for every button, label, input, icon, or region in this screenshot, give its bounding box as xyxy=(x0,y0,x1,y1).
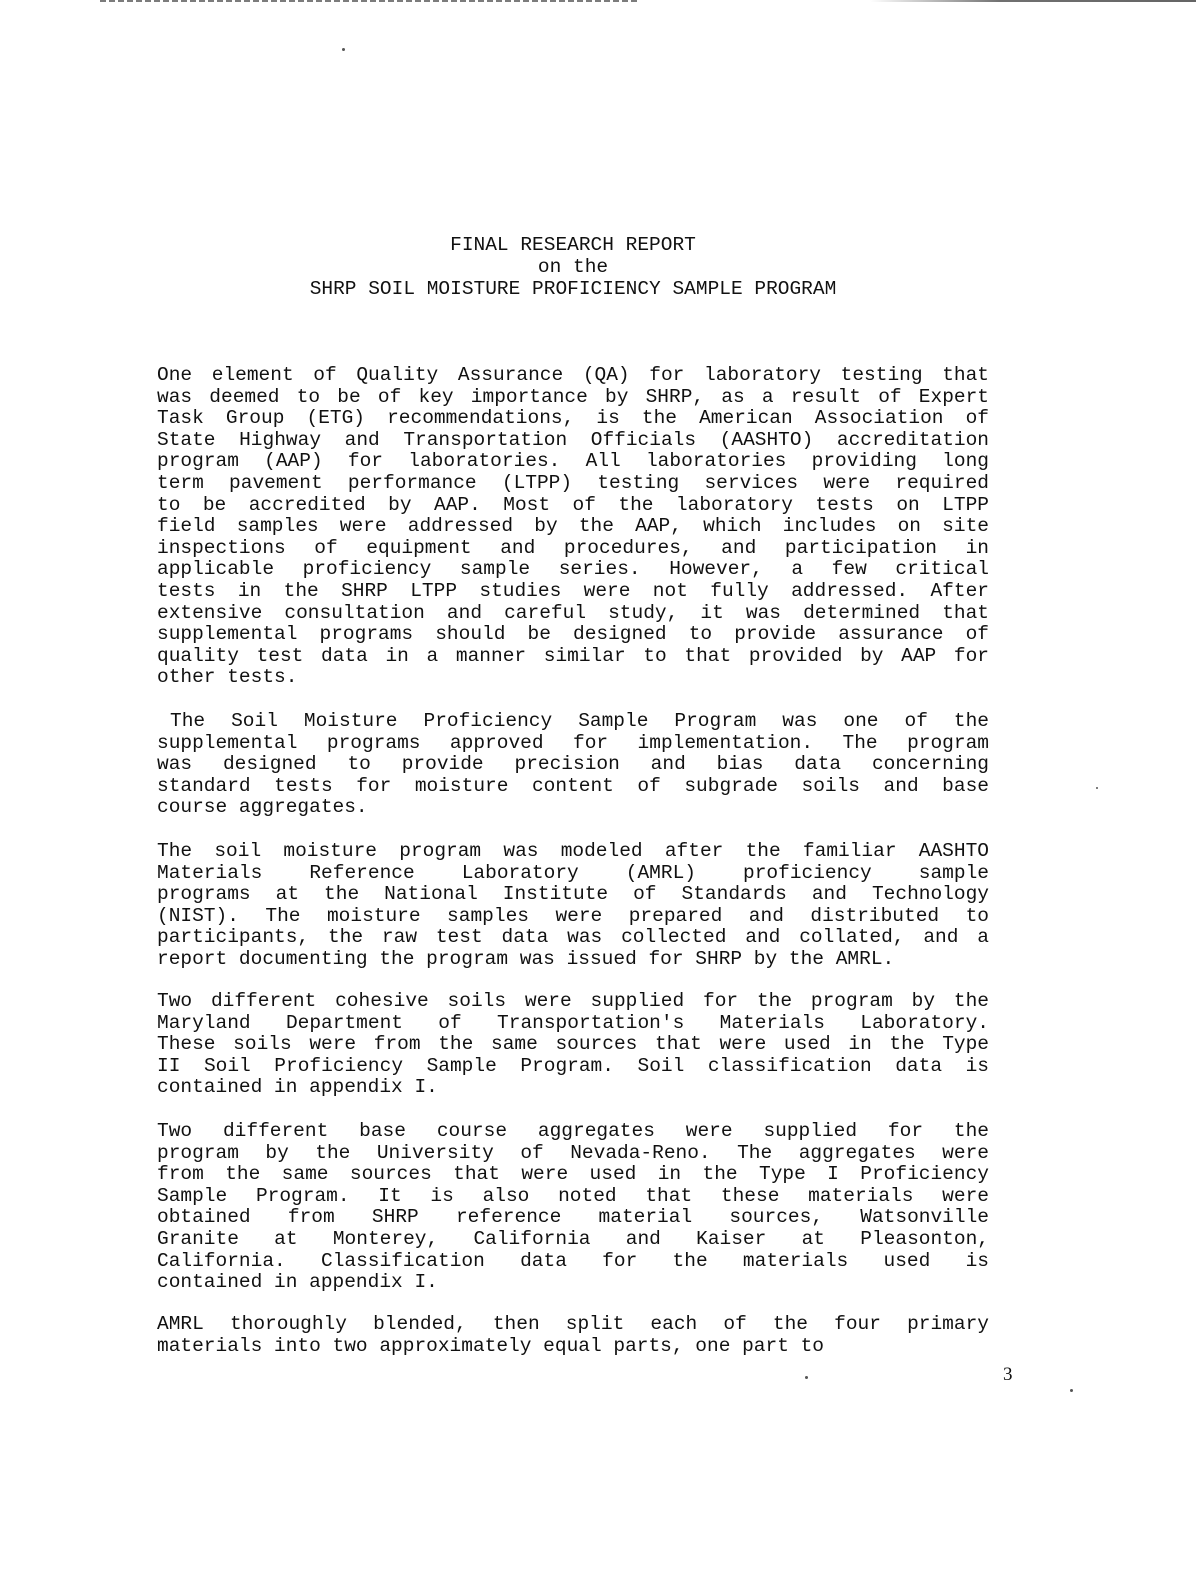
text-line: other tests. xyxy=(157,666,298,689)
report-title xyxy=(0,234,1146,300)
scan-speck xyxy=(1070,1389,1073,1392)
text-line: Granite at Monterey, California and Kaiser at Pleasonton, xyxy=(157,1227,989,1250)
paragraph-program xyxy=(157,711,989,819)
page-number: 3 xyxy=(1003,1364,1013,1385)
text-line: AMRL thoroughly blended, then split each of the four primary xyxy=(157,1313,989,1335)
text-line: term pavement performance (LTPP) testing services were required xyxy=(157,471,989,494)
text-line: inspections of equipment and procedures, and participation in xyxy=(157,536,989,559)
text-line: Two different cohesive soils were supplied for the program by the xyxy=(157,990,989,1012)
text-line: programs at the National Institute of Standards and Technology xyxy=(157,883,989,906)
text-line: State Highway and Transportation Officials (AASHTO) accreditation xyxy=(157,428,989,451)
text-line: supplemental programs should be designed to provide assurance of xyxy=(157,623,989,646)
text-line: The Soil Moisture Proficiency Sample Program was one of the xyxy=(170,710,989,732)
text-line: materials into two approximately equal parts, one part to xyxy=(157,1334,825,1357)
paragraph xyxy=(157,991,989,1099)
text-line: applicable proficiency sample series. However, a few critical xyxy=(157,558,989,581)
paragraph xyxy=(157,365,989,689)
title-line: on the xyxy=(537,256,609,278)
scan-speck xyxy=(805,1376,808,1379)
paragraph-modeling xyxy=(157,841,989,971)
text-line: Materials Reference Laboratory (AMRL) proficiency sample xyxy=(157,861,989,884)
text-line: Sample Program. It is also noted that these materials were xyxy=(157,1184,989,1207)
text-line: field samples were addressed by the AAP, which includes on site xyxy=(157,515,989,538)
text-line: to be accredited by AAP. Most of the laboratory tests on LTPP xyxy=(157,493,989,516)
text-line: standard tests for moisture content of subgrade soils and base xyxy=(157,774,989,797)
text-line: contained in appendix I. xyxy=(157,1271,438,1294)
text-line: contained in appendix I. xyxy=(157,1076,438,1099)
paragraph xyxy=(157,1314,989,1357)
text-line: was designed to provide precision and bias data concerning xyxy=(157,753,989,776)
paragraph-qa xyxy=(157,365,989,689)
text-line: participants, the raw test data was collected and collated, and a xyxy=(157,926,989,949)
text-line: course aggregates. xyxy=(157,796,368,819)
scan-speck xyxy=(1096,787,1098,789)
text-line: The soil moisture program was modeled after the familiar AASHTO xyxy=(157,840,989,862)
text-line: supplemental programs approved for implementation. The program xyxy=(157,731,989,754)
text-line: quality test data in a manner similar to that provided by AAP for xyxy=(157,644,989,667)
scan-edge-artifact xyxy=(870,0,1196,2)
text-line: extensive consultation and careful study, it was determined that xyxy=(157,601,989,624)
paragraph-aggregates xyxy=(157,1121,989,1294)
title-line: FINAL RESEARCH REPORT xyxy=(450,234,696,256)
text-line: program by the University of Nevada-Reno. The aggregates were xyxy=(157,1141,989,1164)
scan-edge-artifact xyxy=(100,0,640,2)
text-line: was deemed to be of key importance by SHRP, as a result of Expert xyxy=(157,385,989,408)
paragraph xyxy=(157,711,989,819)
paragraph-blending xyxy=(157,1314,989,1357)
text-line: II Soil Proficiency Sample Program. Soil classification data is xyxy=(157,1054,989,1077)
text-line: tests in the SHRP LTPP studies were not fully addressed. After xyxy=(157,579,989,602)
text-line: program (AAP) for laboratories. All laboratories providing long xyxy=(157,450,989,473)
paragraph xyxy=(157,841,989,971)
scan-speck xyxy=(342,48,345,51)
title-line: SHRP SOIL MOISTURE PROFICIENCY SAMPLE PROGRAM xyxy=(309,278,837,300)
text-line: obtained from SHRP reference material sources, Watsonville xyxy=(157,1206,989,1229)
text-line: These soils were from the same sources that were used in the Type xyxy=(157,1033,989,1056)
text-line: Two different base course aggregates were supplied for the xyxy=(157,1120,989,1142)
text-line: report documenting the program was issued for SHRP by the AMRL. xyxy=(157,947,895,970)
text-line: from the same sources that were used in the Type I Proficiency xyxy=(157,1163,989,1186)
text-line: (NIST). The moisture samples were prepared and distributed to xyxy=(157,904,989,927)
text-line: California. Classification data for the materials used is xyxy=(157,1249,989,1272)
paragraph xyxy=(157,1121,989,1294)
paragraph-soils xyxy=(157,991,989,1099)
text-line: Task Group (ETG) recommendations, is the American Association of xyxy=(157,407,989,430)
text-line: Maryland Department of Transportation's Materials Laboratory. xyxy=(157,1011,989,1034)
text-line: One element of Quality Assurance (QA) for laboratory testing that xyxy=(157,364,989,386)
